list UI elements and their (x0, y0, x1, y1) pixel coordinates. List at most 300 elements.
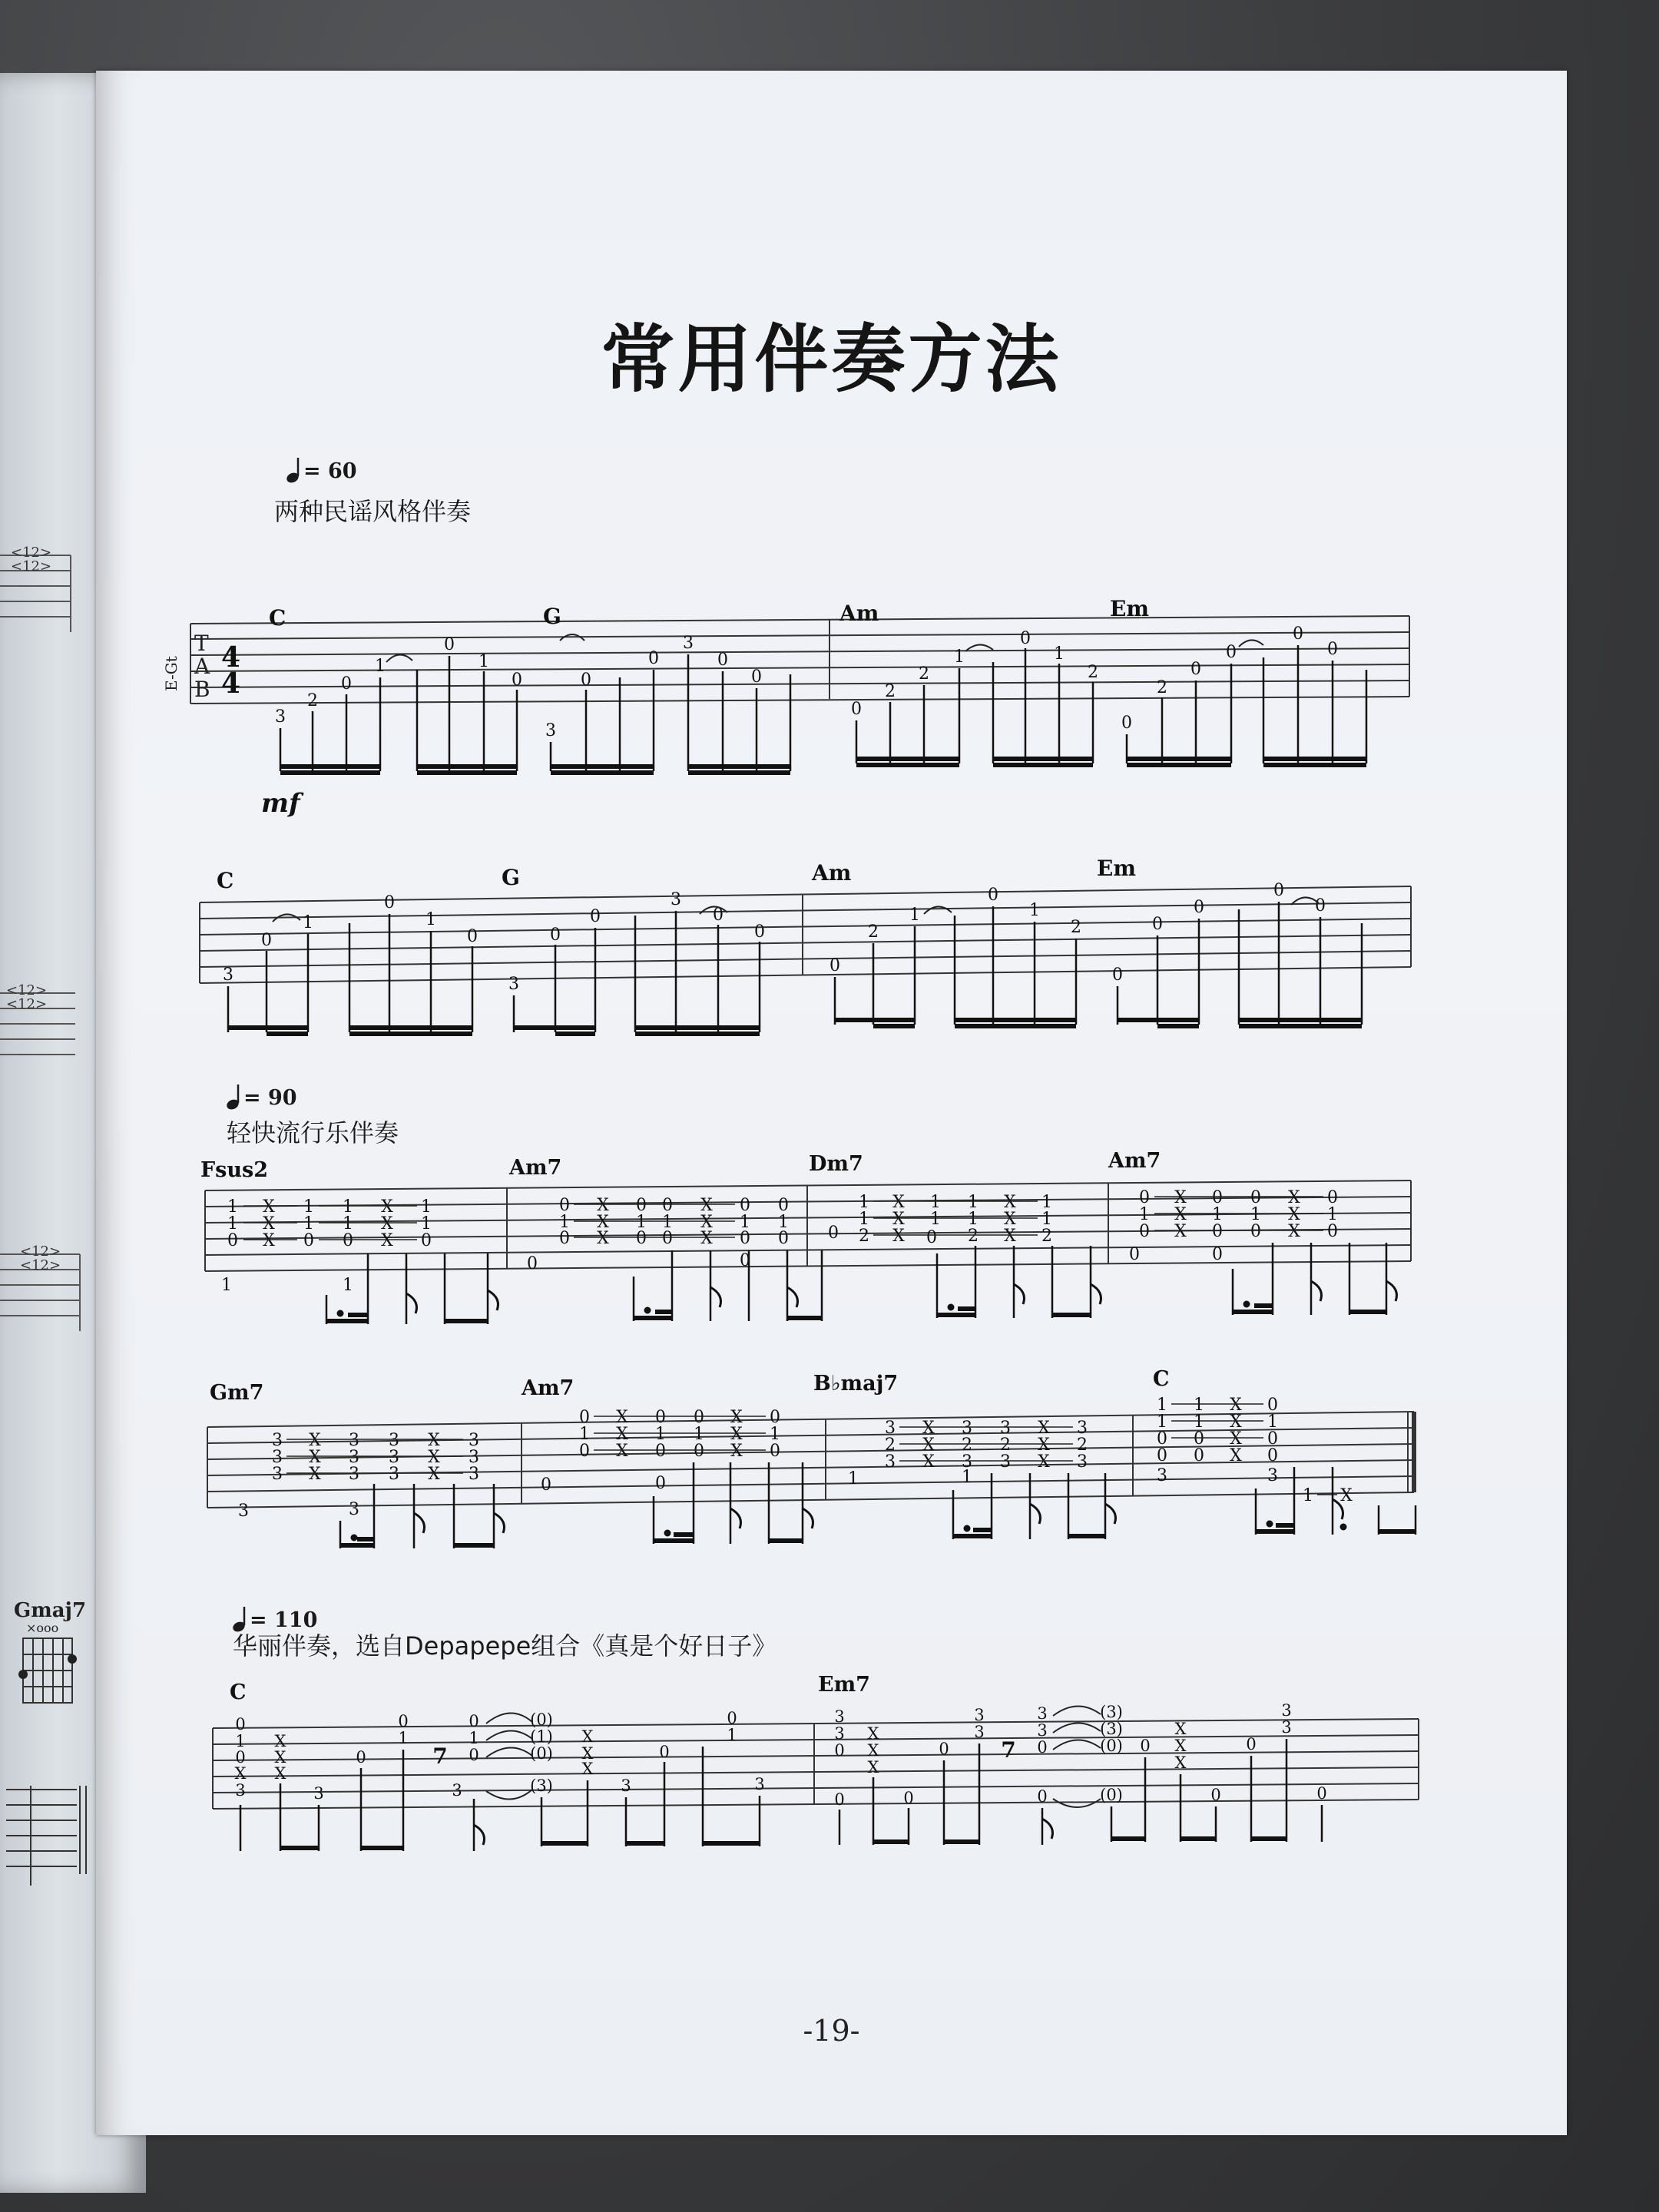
svg-text:0: 0 (1037, 1787, 1048, 1806)
svg-text:X: X (1230, 1446, 1242, 1465)
fret-number: 0 (988, 886, 998, 905)
chord-symbol: G (543, 604, 561, 629)
chord-symbol: Gm7 (210, 1381, 264, 1405)
svg-text:X: X (263, 1231, 275, 1250)
svg-text:0: 0 (227, 1231, 238, 1250)
svg-text:0: 0 (1267, 1446, 1278, 1465)
page-title: 常用伴奏方法 (601, 316, 1062, 402)
svg-text:1: 1 (1250, 1205, 1261, 1224)
svg-text:0: 0 (1037, 1738, 1048, 1757)
fret-number: 0 (1327, 1222, 1338, 1241)
chord-symbol: C (269, 605, 286, 631)
svg-text:3: 3 (469, 1465, 479, 1484)
left-mark: <12> (11, 558, 52, 575)
fret-number: 1 (1029, 901, 1040, 920)
svg-text:X: X (1174, 1737, 1187, 1755)
fret-number: 3 (508, 975, 519, 994)
chord-symbol: Am7 (509, 1156, 562, 1180)
svg-text:X: X (581, 1744, 594, 1763)
svg-text:X: X (616, 1425, 628, 1444)
svg-text:1: 1 (1212, 1205, 1223, 1224)
svg-text:X: X (263, 1197, 275, 1217)
fret-number: X (581, 1760, 594, 1778)
svg-text:1: 1 (579, 1425, 590, 1444)
svg-text:3: 3 (272, 1448, 283, 1467)
svg-text:0: 0 (1246, 1735, 1257, 1753)
svg-text:1: 1 (727, 1726, 737, 1744)
section-title: 轻快流行乐伴奏 (227, 1118, 399, 1147)
svg-text:3: 3 (272, 1465, 283, 1484)
svg-text:3: 3 (313, 1784, 324, 1803)
fret-number: 0 (751, 667, 762, 687)
svg-text:X: X (309, 1448, 321, 1467)
fret-number: 3 (223, 965, 233, 985)
svg-text:0: 0 (1212, 1222, 1223, 1241)
svg-text:1: 1 (1041, 1193, 1052, 1212)
fret-number: 2 (885, 682, 896, 701)
chord-symbol: Am (839, 601, 879, 626)
svg-text:1: 1 (662, 1213, 673, 1232)
fret-number: 0 (754, 922, 765, 942)
svg-text:X: X (1288, 1222, 1300, 1241)
fret-number: 0 (512, 671, 522, 690)
fret-number: (0) (530, 1744, 553, 1763)
svg-text:0: 0 (834, 1741, 845, 1760)
fret-number: 1 (227, 1197, 238, 1217)
svg-text:3: 3 (349, 1465, 359, 1484)
book-page (96, 71, 1567, 2135)
chord-symbol: Em7 (818, 1673, 870, 1697)
fret-number: 0 (1327, 640, 1338, 659)
svg-text:3: 3 (754, 1775, 765, 1793)
fret-number: 0 (1293, 624, 1303, 644)
svg-text:1: 1 (343, 1197, 353, 1217)
svg-text:3: 3 (962, 1419, 972, 1438)
tempo-marking-110 (231, 1607, 317, 1634)
svg-text:2: 2 (962, 1435, 972, 1455)
time-signature-bottom: 4 (221, 667, 241, 700)
fret-number: 3 (389, 1465, 399, 1484)
fret-number: 0 (740, 1251, 750, 1270)
svg-text:0: 0 (694, 1442, 704, 1461)
svg-text:3: 3 (974, 1723, 985, 1741)
fret-number: 1 (421, 1197, 432, 1217)
tempo-value: = 110 (250, 1608, 318, 1632)
svg-text:X: X (1174, 1205, 1187, 1224)
fret-number: 0 (1112, 965, 1123, 985)
svg-text:1: 1 (655, 1425, 666, 1444)
slur-arcs (386, 634, 1263, 662)
svg-text:1: 1 (1157, 1412, 1167, 1432)
svg-text:1: 1 (694, 1425, 704, 1444)
svg-text:X: X (1038, 1419, 1050, 1438)
fret-number: 2 (919, 664, 929, 684)
svg-text:0: 0 (655, 1442, 666, 1461)
rest-mark: 7 (432, 1743, 448, 1769)
fret-number: 1 (303, 1197, 314, 1217)
svg-text:1: 1 (343, 1276, 353, 1295)
svg-text:0: 0 (1250, 1222, 1261, 1241)
svg-text:1: 1 (848, 1469, 859, 1488)
svg-text:0: 0 (655, 1408, 666, 1427)
svg-text:X: X (234, 1764, 247, 1783)
svg-text:3: 3 (1000, 1419, 1011, 1438)
fret-number: 0 (926, 1228, 937, 1247)
tab-clef-b: B (194, 677, 210, 702)
svg-text:X: X (428, 1448, 440, 1467)
svg-text:X: X (1288, 1188, 1300, 1207)
svg-text:X: X (700, 1196, 713, 1215)
svg-text:X: X (730, 1425, 743, 1444)
svg-text:X: X (1004, 1227, 1016, 1246)
chord-symbol: Am7 (522, 1376, 575, 1400)
svg-text:0: 0 (356, 1748, 366, 1767)
svg-text:X: X (1004, 1193, 1016, 1212)
svg-text:0: 0 (1140, 1737, 1151, 1755)
svg-text:1: 1 (1041, 1210, 1052, 1229)
svg-text:0: 0 (1139, 1222, 1150, 1241)
svg-text:1: 1 (1194, 1412, 1204, 1432)
svg-text:3: 3 (1077, 1419, 1088, 1438)
chord-symbol: B♭maj7 (813, 1372, 899, 1396)
svg-text:0: 0 (1212, 1188, 1223, 1207)
fret-number: 0 (1226, 643, 1237, 662)
svg-text:3: 3 (1281, 1718, 1292, 1737)
svg-text:X: X (274, 1764, 286, 1783)
fret-number: (0) (1100, 1786, 1123, 1804)
fret-number: 2 (1157, 678, 1167, 697)
svg-text:0: 0 (1316, 1784, 1327, 1803)
fret-number: 3 (683, 634, 694, 653)
svg-text:0: 0 (778, 1196, 789, 1215)
fret-number: 1 (954, 647, 965, 667)
svg-text:0: 0 (659, 1743, 670, 1761)
rest-mark: 7 (1001, 1737, 1016, 1763)
chord-symbol: Fsus2 (200, 1158, 268, 1182)
dynamic-marking: mf (261, 788, 300, 819)
svg-text:1: 1 (778, 1213, 789, 1232)
svg-text:X: X (428, 1431, 440, 1450)
svg-text:1: 1 (962, 1468, 972, 1487)
svg-text:0: 0 (740, 1196, 750, 1215)
svg-text:0: 0 (1250, 1188, 1261, 1207)
fret-number: 2 (307, 691, 318, 710)
svg-text:1: 1 (1327, 1205, 1338, 1224)
svg-text:3: 3 (1157, 1466, 1167, 1485)
svg-text:1: 1 (930, 1210, 941, 1229)
svg-text:X: X (597, 1213, 609, 1232)
fret-number: 2 (1071, 918, 1081, 937)
svg-text:0: 0 (903, 1789, 914, 1807)
section-title: 两种民谣风格伴奏 (274, 497, 472, 526)
fret-numbers-system-5 (235, 1701, 1327, 1809)
fret-number: (0) (1100, 1737, 1123, 1755)
svg-text:0: 0 (662, 1196, 673, 1215)
svg-text:0: 0 (1267, 1429, 1278, 1449)
svg-text:0: 0 (939, 1740, 949, 1758)
fret-number: 0 (1152, 915, 1163, 934)
svg-text:0: 0 (559, 1229, 570, 1248)
chord-symbol: C (1153, 1367, 1170, 1391)
svg-text:1: 1 (421, 1214, 432, 1233)
svg-text:3: 3 (238, 1502, 249, 1521)
fret-number: 0 (1194, 898, 1204, 917)
svg-text:0: 0 (1267, 1396, 1278, 1415)
fret-number: 2 (868, 922, 879, 942)
fret-number: 0 (235, 1715, 246, 1734)
svg-text:1: 1 (398, 1729, 409, 1747)
svg-text:0: 0 (770, 1442, 780, 1461)
svg-text:0: 0 (1210, 1786, 1221, 1804)
svg-text:X: X (1230, 1429, 1242, 1449)
svg-text:X: X (922, 1452, 935, 1472)
svg-text:X: X (263, 1214, 275, 1233)
svg-text:0: 0 (1139, 1188, 1150, 1207)
svg-text:X: X (1038, 1435, 1050, 1455)
svg-text:X: X (581, 1727, 594, 1746)
chord-symbol: Dm7 (809, 1152, 863, 1176)
left-chord-name: Gmaj7 (14, 1599, 87, 1622)
svg-text:X: X (1230, 1412, 1242, 1432)
svg-text:3: 3 (1267, 1466, 1278, 1485)
chord-dot (18, 1670, 28, 1679)
svg-text:X: X (1230, 1396, 1242, 1415)
rhythm-system-4 (340, 1462, 1416, 1548)
fret-number: 1 (1054, 644, 1065, 664)
fret-number: 3 (452, 1781, 462, 1800)
fret-number: 0 (1190, 660, 1201, 679)
svg-text:1: 1 (968, 1193, 979, 1212)
fret-number: 0 (341, 674, 352, 694)
svg-text:0: 0 (343, 1231, 353, 1250)
svg-text:X: X (381, 1214, 393, 1233)
svg-text:X: X (1004, 1210, 1016, 1229)
svg-text:0: 0 (834, 1790, 845, 1809)
svg-text:3: 3 (389, 1431, 399, 1450)
fret-number: 1 (235, 1732, 246, 1750)
svg-text:X: X (597, 1229, 609, 1248)
fret-number: 1 (375, 657, 386, 676)
svg-text:0: 0 (778, 1229, 789, 1248)
svg-text:X: X (1174, 1222, 1187, 1241)
chord-symbol: Am7 (1108, 1149, 1161, 1173)
tab-system-2 (200, 886, 1411, 983)
fret-number: 0 (717, 651, 728, 670)
svg-text:2: 2 (1000, 1435, 1011, 1455)
fret-number: 3 (834, 1707, 845, 1726)
svg-text:X: X (730, 1408, 743, 1427)
fret-number: 2 (1041, 1227, 1052, 1246)
svg-text:3: 3 (621, 1777, 631, 1795)
svg-text:1: 1 (740, 1213, 750, 1232)
svg-text:1: 1 (303, 1214, 314, 1233)
svg-text:X: X (1174, 1188, 1187, 1207)
fret-number: 0 (1121, 714, 1132, 733)
left-mark: <12> (6, 982, 48, 998)
svg-text:3: 3 (389, 1448, 399, 1467)
fret-number: 1 (909, 906, 920, 925)
fret-number: 0 (851, 700, 862, 719)
svg-text:X: X (597, 1196, 609, 1215)
svg-text:1: 1 (770, 1425, 780, 1444)
fret-number: (3) (530, 1777, 553, 1795)
svg-text:3: 3 (885, 1419, 896, 1438)
left-mark: <12> (20, 1257, 61, 1273)
svg-text:X: X (922, 1435, 935, 1455)
svg-text:0: 0 (559, 1196, 570, 1215)
svg-text:X: X (867, 1724, 879, 1743)
fret-number: 3 (671, 890, 681, 909)
chord-symbol: C (217, 868, 234, 893)
chord-symbol: C (230, 1681, 247, 1704)
svg-text:0: 0 (740, 1229, 750, 1248)
fret-number: 0 (467, 927, 478, 946)
left-strum-fragment (6, 1786, 86, 1886)
tempo-value: = 90 (243, 1086, 297, 1110)
svg-text:3: 3 (885, 1452, 896, 1472)
rhythm-beams-system-1 (280, 645, 1366, 773)
svg-text:0: 0 (1157, 1446, 1167, 1465)
svg-text:3: 3 (469, 1431, 479, 1450)
svg-text:0: 0 (421, 1231, 432, 1250)
chord-symbol: Em (1097, 856, 1136, 881)
svg-text:X: X (274, 1732, 286, 1750)
svg-text:X: X (616, 1408, 628, 1427)
fret-number: 0 (527, 1254, 538, 1273)
fret-number: 0 (550, 926, 561, 945)
fret-number: (1) (530, 1727, 553, 1746)
svg-text:X: X (867, 1741, 879, 1760)
instrument-label: E-Gt (162, 656, 180, 691)
svg-text:2: 2 (859, 1227, 869, 1246)
svg-text:3: 3 (1000, 1452, 1011, 1472)
fret-number: 0 (303, 1231, 314, 1250)
left-chord-strings: ×ooo (26, 1621, 59, 1635)
svg-text:X: X (274, 1748, 286, 1767)
svg-text:X: X (309, 1465, 321, 1484)
fret-number: 1 (426, 910, 436, 929)
fret-number: 3 (272, 1431, 283, 1450)
svg-text:0: 0 (694, 1408, 704, 1427)
svg-text:0: 0 (541, 1475, 551, 1495)
svg-text:1: 1 (636, 1213, 647, 1232)
tab-clef-t: T (194, 631, 209, 656)
fret-number: 0 (648, 649, 659, 668)
svg-text:1: 1 (1267, 1412, 1278, 1432)
svg-text:1: 1 (1194, 1396, 1204, 1415)
svg-text:0: 0 (1129, 1245, 1140, 1264)
fret-number: 0 (384, 893, 395, 912)
svg-text:1: 1 (968, 1210, 979, 1229)
fret-number: 0 (444, 635, 455, 654)
fret-number: 0 (581, 671, 591, 690)
svg-text:1: 1 (559, 1213, 570, 1232)
tempo-value: = 60 (303, 459, 357, 483)
svg-text:3: 3 (974, 1706, 985, 1724)
tablature-sheet (96, 71, 1567, 2135)
tab-clef-a: A (194, 654, 210, 679)
chord-dot (68, 1654, 77, 1664)
svg-text:X: X (1174, 1753, 1187, 1772)
svg-text:1: 1 (859, 1210, 869, 1229)
svg-text:3: 3 (349, 1500, 359, 1519)
tab-system-5 (213, 1719, 1419, 1809)
fret-number: 1 (478, 652, 489, 671)
section-title: 华丽伴奏，选自Depapepe组合《真是个好日子》 (233, 1631, 777, 1661)
svg-text:3: 3 (1037, 1704, 1048, 1723)
svg-text:1: 1 (221, 1276, 232, 1295)
svg-text:1: 1 (1157, 1396, 1167, 1415)
svg-text:1: 1 (343, 1214, 353, 1233)
fret-number: X (1340, 1486, 1353, 1505)
svg-text:0: 0 (1327, 1188, 1338, 1207)
svg-text:3: 3 (962, 1452, 972, 1472)
chord-diagram-grid (23, 1638, 72, 1703)
fret-number: 0 (590, 907, 601, 926)
svg-text:2: 2 (1077, 1435, 1088, 1455)
fret-number: (3) (1100, 1703, 1123, 1721)
chord-symbol: G (502, 865, 520, 890)
svg-text:2: 2 (968, 1227, 979, 1246)
svg-text:2: 2 (885, 1435, 896, 1455)
svg-text:X: X (892, 1193, 905, 1212)
svg-text:0: 0 (1157, 1429, 1167, 1449)
rhythm-system-3 (326, 1243, 1397, 1324)
svg-text:3: 3 (349, 1431, 359, 1450)
time-signature-top: 4 (221, 641, 241, 674)
fret-number: 3 (275, 707, 286, 727)
fret-number: 1 (1303, 1486, 1313, 1505)
svg-text:0: 0 (579, 1408, 590, 1427)
tempo-marking-90 (225, 1084, 296, 1111)
fret-number: (0) (530, 1710, 553, 1729)
fret-number: 0 (1315, 896, 1326, 916)
svg-text:0: 0 (1194, 1446, 1204, 1465)
svg-text:X: X (892, 1227, 905, 1246)
svg-text:0: 0 (579, 1442, 590, 1461)
svg-text:X: X (922, 1419, 935, 1438)
fret-number: 0 (1273, 881, 1284, 900)
fret-number: 3 (545, 721, 556, 740)
svg-text:1: 1 (930, 1193, 941, 1212)
svg-text:0: 0 (636, 1196, 647, 1215)
svg-text:1: 1 (859, 1193, 869, 1212)
svg-text:1: 1 (227, 1214, 238, 1233)
svg-text:3: 3 (235, 1781, 246, 1800)
svg-text:X: X (381, 1231, 393, 1250)
svg-text:0: 0 (1194, 1429, 1204, 1449)
svg-text:3: 3 (834, 1724, 845, 1743)
svg-text:X: X (309, 1431, 321, 1450)
left-mark: <12> (6, 996, 48, 1012)
fret-number: 2 (1088, 663, 1098, 682)
svg-text:0: 0 (770, 1408, 780, 1427)
chord-symbol: Am (812, 860, 852, 886)
svg-text:0: 0 (235, 1748, 246, 1767)
left-mark: <12> (11, 545, 52, 561)
svg-text:X: X (1038, 1452, 1050, 1472)
svg-text:3: 3 (1281, 1701, 1292, 1720)
svg-text:X: X (730, 1442, 743, 1461)
fret-number: (3) (1100, 1720, 1123, 1738)
svg-text:0: 0 (1212, 1245, 1223, 1264)
fret-number: 0 (830, 956, 840, 975)
fret-number: 0 (261, 931, 272, 950)
svg-text:0: 0 (828, 1224, 839, 1243)
svg-text:1: 1 (1139, 1205, 1150, 1224)
fret-number: 1 (303, 913, 313, 932)
strum-lines-system-4 (286, 1404, 1337, 1495)
